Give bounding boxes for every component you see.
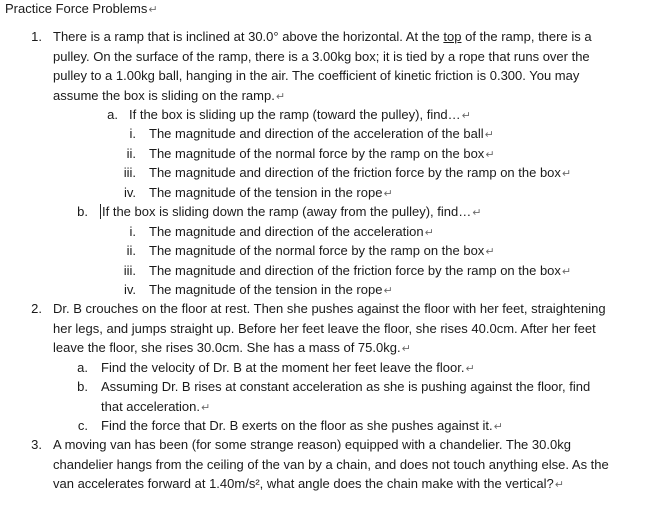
part-2c-text: Find the force that Dr. B exerts on the floor as she pushes against it.↵	[101, 418, 503, 433]
subpart-text: The magnitude of the tension in the rope↵	[149, 185, 393, 200]
part-letter: b.	[77, 204, 88, 219]
part-letter: a.	[77, 360, 88, 375]
subpart-numeral: iv.	[123, 185, 136, 200]
part-letter: c.	[77, 418, 88, 433]
part-1b-text: If the box is sliding down the ramp (away from the pulley), find…↵	[102, 204, 482, 219]
subpart-text: The magnitude and direction of the friction force by the ramp on the box↵	[149, 165, 572, 180]
subpart-numeral: ii.	[126, 243, 136, 258]
part-2b-text: Assuming Dr. B rises at constant acceleration as she is pushing against the floor, find that acceleration.↵	[101, 379, 591, 414]
part-letter: b.	[77, 379, 88, 394]
subpart-text: The magnitude and direction of the friction force by the ramp on the box↵	[149, 263, 572, 278]
subpart-text: The magnitude and direction of the acceleration of the ball↵	[149, 126, 494, 141]
subpart-numeral: i.	[129, 126, 136, 141]
subpart-text: The magnitude of the normal force by the ramp on the box↵	[149, 146, 495, 161]
text-cursor	[100, 204, 101, 219]
part-letter: a.	[107, 107, 118, 122]
problem-1-text: There is a ramp that is inclined at 30.0° above the horizontal. At the top of the ramp, there is a pulley. On the surface of the ramp, there is a 3.00kg box; it is tied by a rope that runs over the pulley to a 1.00kg ball, hanging in the air. The coefficient of kinetic friction is 0.300. You may assume the box is sliding on the ramp.↵	[53, 29, 592, 103]
problem-number: 2.	[31, 301, 42, 316]
subpart-text: The magnitude and direction of the acceleration↵	[149, 224, 434, 239]
part-1a-text: If the box is sliding up the ramp (toward the pulley), find…↵	[129, 107, 471, 122]
subpart-numeral: iii.	[123, 165, 136, 180]
document-title: Practice Force Problems↵	[5, 1, 158, 16]
subpart-numeral: iii.	[123, 263, 136, 278]
subpart-text: The magnitude of the tension in the rope↵	[149, 282, 393, 297]
problem-number: 3.	[31, 437, 42, 452]
problem-number: 1.	[31, 29, 42, 44]
problem-2-text: Dr. B crouches on the floor at rest. Then she pushes against the floor with her feet, straightening her legs, and jumps straight up. Before her feet leave the floor, she rises 40.0cm. After her feet leave the floor, she rises 30.0cm. She has a mass of 75.0kg.↵	[53, 301, 606, 355]
subpart-numeral: i.	[129, 224, 136, 239]
problem-3-text: A moving van has been (for some strange reason) equipped with a chandelier. The 30.0kg chandelier hangs from the ceiling of the van by a chain, and does not touch anything else. As the van accelerates forward at 1.40m/s², what angle does the chain make with the vertical?↵	[53, 437, 609, 491]
paragraph-mark-icon: ↵	[148, 4, 158, 16]
part-2a-text: Find the velocity of Dr. B at the moment her feet leave the floor.↵	[101, 360, 475, 375]
subpart-numeral: ii.	[126, 146, 136, 161]
subpart-text: The magnitude of the normal force by the ramp on the box↵	[149, 243, 495, 258]
subpart-numeral: iv.	[123, 282, 136, 297]
